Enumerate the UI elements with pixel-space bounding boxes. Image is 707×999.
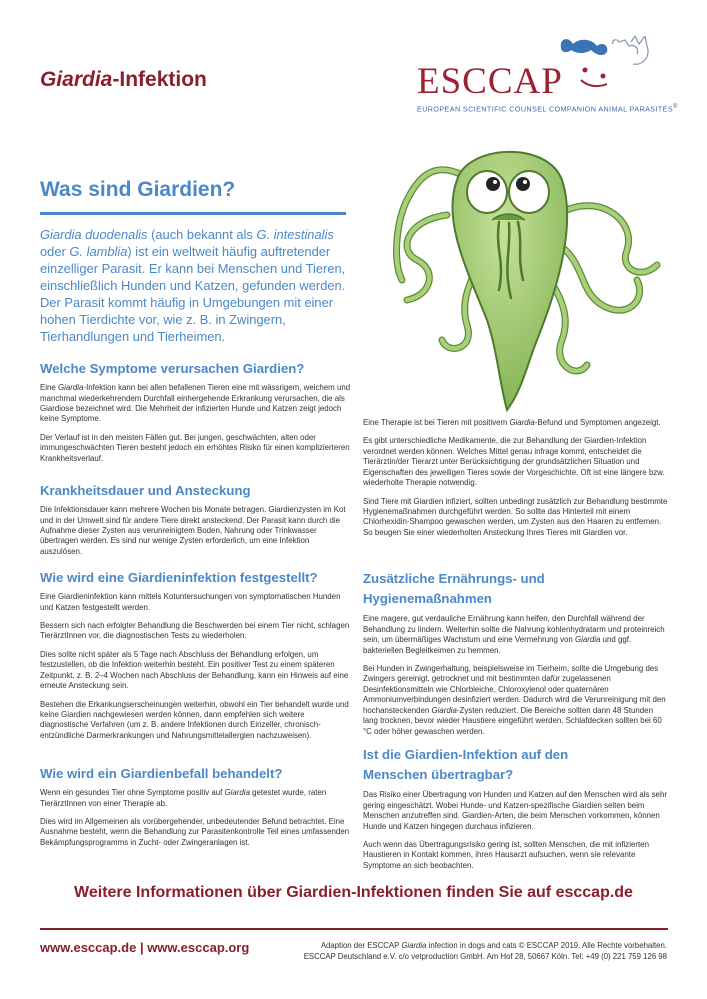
paragraph: Wenn ein gesundes Tier ohne Symptome positiv auf Giardia getestet wurde, raten TierärztInnen von einer Therapie ab.: [40, 788, 327, 808]
paragraph: Es gibt unterschiedliche Medikamente, die zur Behandlung der Giardien-Infektion verordnet werden können. Welches Mittel genau infrage kommt, entscheidet die Tierärztin/der Tierarzt unter Berücksichtigung der grundsätzlichen Situation und Eigenschaften des jeweiligen Tieres sowie der Vorgeschichte. Oft ist eine längere bzw. wiederholte Therapie notwendig.: [363, 436, 665, 488]
section-heading: Krankheitsdauer und Ansteckung: [40, 483, 251, 498]
paragraph: Sind Tiere mit Giardien infiziert, sollten unbedingt zusätzlich zur Behandlung bestimmte Hygienemaßnahmen durchgeführt werden. So sollte das Hinterteil mit einem Chlorhexidin-Shampoo gewaschen werden, um Zysten aus den Haaren zu entfernen. So beugen Sie einer wiederholten Ansteckung Ihres Tieres mit Giardien vor.: [363, 496, 668, 537]
section-heading: Wie wird ein Giardienbefall behandelt?: [40, 766, 283, 781]
paragraph: Bessern sich nach erfolgter Behandlung die Beschwerden bei einem Tier nicht, schlagen TierärztInnen vor, die diagnostischen Tests zu wiederholen.: [40, 621, 350, 641]
paragraph: Das Risiko einer Übertragung von Hunden und Katzen auf den Menschen wird als sehr gering eingeschätzt. Wobei Hunde- und Katzen-spezifische Giardien selten beim Menschen anzutreffen sind. Giardien-Arten, die beim Menschen vorkommen, können Hunde und Katzen hingegen durchaus infizieren.: [363, 790, 667, 831]
paragraph: Dies wird im Allgemeinen als vorübergehender, unbedeutender Befund betrachtet. Eine Ausnahme besteht, wenn die Behandlung zur Parasitenkontrolle Teil eines umfassenden Bekämpfungsprogramms in Zucht- oder Zwingeranlagen ist.: [40, 817, 350, 847]
section-heading: Wie wird eine Giardieninfektion festgestellt?: [40, 570, 318, 585]
section-nutrition: [363, 570, 668, 737]
footer-divider: [40, 928, 668, 930]
page-heading: Was sind Giardien?: [40, 178, 236, 201]
paragraph: Eine Giardieninfektion kann mittels Kotuntersuchungen von symptomatischen Hunden und Katzen festgestellt werden.: [40, 592, 341, 612]
logo-subtitle: EUROPEAN SCIENTIFIC COUNSEL COMPANION ANIMAL PARASITES®: [417, 104, 678, 114]
heading-divider: [40, 212, 346, 215]
section-therapy: [363, 418, 668, 538]
footer-credit: Adaption der ESCCAP Giardia infection in dogs and cats © ESCCAP 2019. Alle Rechte vorbehalten. ESCCAP Deutschland e.V. c/o vetproduction GmbH. Am Hof 28, 50667 Köln. Tel: +49 (0) 221 759 126 98: [303, 941, 667, 961]
paragraph: Dies sollte nicht später als 5 Tage nach Abschluss der Behandlung erfolgen, um festzustellen, ob die Infektion weiterhin besteht. Ein positiver Test zu einem späteren Zeitpunkt, z. B. 2–4 Wochen nach Abschluss der Behandlung, kann ein Hinweis auf eine erneute Ansteckung sein.: [40, 649, 349, 691]
intro-text: Giardia duodenalis (auch bekannt als G. intestinalis oder G. lamblia) ist ein weltweit häufig auftretender einzelliger Parasit. Er kann bei Menschen und Tieren, einschließlich Hunden und Katzen, gefunden werden. Der Parasit kommt häufig in Umgebungen mit einer hohen Tierdichte vor, wie z. B. in Zwingern, Tierhandlungen und Tierheimen.: [40, 227, 346, 345]
section-symptoms: [40, 360, 352, 464]
logo-animals-icon: [555, 36, 667, 92]
section-treatment: [40, 765, 352, 848]
section-diagnosis: [40, 569, 352, 741]
paragraph: Eine magere, gut verdauliche Ernährung kann helfen, den Durchfall während der Behandlung zu lindern. Weiterhin sollte die Nahrung kohlenhydratarm und proteinreich sein, um übermäßiges Wachstum und eine Vermehrung von Giardia und ggf. bakteriellen Begleitkeimen zu hemmen.: [363, 614, 665, 655]
paragraph: Der Verlauf ist in den meisten Fällen gut. Bei jungen, geschwächten, alten oder immungeschwächten Tieren besteht jedoch ein erhöhtes Risiko für einen komplizierteren Krankheitsverlauf.: [40, 432, 350, 463]
section-heading: Zusätzliche Ernährungs- und Hygienemaßnahmen: [363, 571, 545, 607]
paragraph: Eine Giardia-Infektion kann bei allen befallenen Tieren eine mit wässrigem, weichem und manchmal wiederkehrendem Durchfall einhergehende Erkrankung verursachen, die als Giardiose bezeichnet wird. Die Mehrheit der infizierten Hunde und Katzen zeigt jedoch keine Symptome.: [40, 383, 351, 424]
section-heading: Ist die Giardien-Infektion auf den Menschen übertragbar?: [363, 747, 569, 783]
section-zoonosis: [363, 746, 668, 871]
giardia-cartoon-illustration: [387, 140, 677, 415]
paragraph: Bei Hunden in Zwingerhaltung, beispielsweise im Tierheim, sollte die Umgebung des Zwingers gereinigt, getrocknet und mit bestimmten dafür zugelassenen Desinfektionsmitteln wie Chlorbleiche, Chloroxylenol oder quaternären Ammoniumverbindungen desinfiziert werden. Dadurch wird die Verunreinigung mit den hochansteckenden Giardia-Zysten reduziert. Die Bereiche sollten dann 48 Stunden lang trocknen, bevor wieder Haustiere eingeführt werden. Schlafdecken sollten bei 60 °C oder höher gewaschen werden.: [363, 664, 666, 736]
more-info-banner: Weitere Informationen über Giardien-Infektionen finden Sie auf esccap.de: [74, 884, 633, 901]
logo-wordmark: ESCCAP: [417, 61, 563, 102]
section-duration: [40, 482, 352, 557]
paragraph: Eine Therapie ist bei Tieren mit positivem Giardia-Befund und Symptomen angezeigt.: [363, 418, 661, 427]
section-heading: Welche Symptome verursachen Giardien?: [40, 361, 305, 376]
document-title: Giardia-Infektion: [40, 68, 207, 91]
paragraph: Bestehen die Erkankungserscheinungen weiterhin, obwohl ein Tier behandelt wurde und keine Giardien nachgewiesen werden können, dann empfehlen sich weitere diagnostische Verfahren (um z. B. andere Infektionen durch Einzeller, chronisch-entzündliche Darmerkrankungen und Nahrungsmittelallergien nachzuweisen).: [40, 699, 349, 740]
footer-urls[interactable]: www.esccap.de | www.esccap.org: [40, 940, 250, 955]
paragraph: Die Infektionsdauer kann mehrere Wochen bis Monate betragen. Giardienzysten im Kot und in der Umwelt sind für andere Tiere direkt ansteckend. Der Parasit kann durch die Aufnahme dieser Zysten aus verunreinigtem Boden, Nahrung oder Trinkwasser übertragen werden. Es sind nur wenige Zysten erforderlich, um eine Infektion auszulösen.: [40, 505, 346, 556]
paragraph: Auch wenn das Übertragungsrisiko gering ist, sollten Menschen, die mit infizierten Haustieren in Kontakt kommen, ihren Hausarzt aufsuchen, wenn sie relevante Symptome an sich beobachten.: [363, 840, 649, 870]
